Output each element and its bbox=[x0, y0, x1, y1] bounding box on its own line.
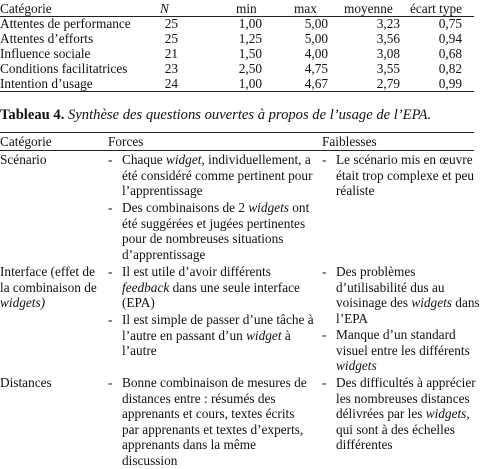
stats-cell-moyenne: 3,23 bbox=[376, 16, 400, 31]
faiblesse-line: différentes bbox=[336, 437, 393, 453]
stats-cell-min: 1,00 bbox=[238, 16, 262, 31]
stats-cell-ecart: 0,68 bbox=[438, 46, 462, 61]
stats-cell-category: Conditions facilitatrices bbox=[0, 61, 128, 76]
stats-cell-n: 23 bbox=[164, 61, 178, 76]
synthesis-header-categorie: Catégorie bbox=[0, 134, 52, 149]
faiblesse-line: Le scénario mis en œuvre bbox=[336, 152, 473, 167]
force-line: Chaque widget, individuellement, a bbox=[122, 152, 311, 167]
stats-cell-category: Intention d’usage bbox=[0, 76, 93, 91]
force-line: Il est utile d’avoir différents bbox=[122, 264, 271, 279]
stats-cell-min: 1,25 bbox=[238, 31, 262, 46]
row-interface-force-1 bbox=[122, 264, 300, 311]
stats-cell-n: 25 bbox=[164, 16, 178, 31]
stats-cell-ecart: 0,99 bbox=[438, 76, 462, 91]
force-line: été considéré comme pertinent pour bbox=[122, 167, 313, 183]
force-line: Des combinaisons de 2 widgets ont bbox=[122, 200, 310, 215]
stats-header-moyenne: moyenne bbox=[344, 1, 393, 16]
row-scenario-faiblesse-1 bbox=[336, 152, 474, 199]
stats-cell-min: 1,00 bbox=[238, 76, 262, 91]
faiblesse-line: qui sont à des échelles bbox=[336, 421, 455, 437]
bullet-dash: - bbox=[322, 375, 327, 390]
stats-cell-moyenne: 3,55 bbox=[376, 61, 400, 76]
force-line: discussion bbox=[122, 452, 178, 468]
force-line: apprenants dans la même bbox=[122, 437, 257, 453]
table-caption bbox=[0, 106, 431, 124]
stats-cell-max: 4,67 bbox=[304, 76, 328, 91]
row-distances-force-1 bbox=[122, 375, 307, 469]
category-line: Distances bbox=[0, 375, 52, 390]
faiblesse-line: voisinage des widgets dans bbox=[336, 295, 480, 311]
synthesis-header-faiblesses: Faiblesses bbox=[322, 134, 377, 149]
stats-bottom-rule bbox=[0, 91, 474, 92]
stats-header-min: min bbox=[236, 1, 257, 16]
faiblesse-line: d’utilisabilité dus au bbox=[336, 279, 445, 295]
stats-cell-moyenne: 3,08 bbox=[376, 46, 400, 61]
force-line: (EPA) bbox=[122, 295, 155, 311]
stats-header-ecart-type: écart type bbox=[410, 1, 463, 16]
bullet-dash: - bbox=[108, 312, 113, 327]
stats-cell-ecart: 0,94 bbox=[438, 31, 462, 46]
stats-cell-n: 24 bbox=[164, 76, 178, 91]
faiblesse-line: Manque d’un standard bbox=[336, 327, 456, 342]
force-line: Bonne combinaison de mesures de bbox=[122, 375, 307, 390]
category-line: Scénario bbox=[0, 152, 47, 167]
row-scenario-category bbox=[0, 152, 47, 168]
synthesis-top-rule bbox=[0, 132, 474, 133]
stats-cell-ecart: 0,82 bbox=[438, 61, 462, 76]
bullet-dash: - bbox=[108, 264, 113, 279]
category-line: la combinaison de bbox=[0, 279, 97, 295]
force-line: l’apprentissage bbox=[122, 183, 203, 199]
row-distances-faiblesse-1 bbox=[336, 375, 476, 453]
stats-header-max: max bbox=[294, 1, 317, 16]
force-line: feedback dans une seule interface bbox=[122, 279, 300, 295]
synthesis-header-forces: Forces bbox=[108, 134, 144, 149]
stats-cell-n: 25 bbox=[164, 31, 178, 46]
stats-cell-max: 5,00 bbox=[304, 31, 328, 46]
stats-cell-ecart: 0,75 bbox=[438, 16, 462, 31]
row-interface-faiblesse-2 bbox=[336, 327, 470, 374]
stats-cell-max: 4,75 bbox=[304, 61, 328, 76]
stats-cell-category: Attentes d’efforts bbox=[0, 31, 94, 46]
force-line: apprenants et cours, textes écrits bbox=[122, 406, 295, 422]
row-interface-faiblesse-1 bbox=[336, 264, 480, 326]
caption-text: Synthèse des questions ouvertes à propos de l’usage de l’EPA. bbox=[68, 107, 432, 123]
stats-cell-category: Attentes de performance bbox=[0, 16, 131, 31]
faiblesse-line: Des problèmes bbox=[336, 264, 416, 279]
stats-header-categorie: Catégorie bbox=[0, 1, 52, 16]
faiblesse-line: délivrées par les widgets, bbox=[336, 406, 470, 422]
stats-cell-n: 21 bbox=[164, 46, 178, 61]
row-interface-force-2 bbox=[122, 312, 314, 359]
faiblesse-line: l’EPA bbox=[336, 310, 369, 326]
bullet-dash: - bbox=[108, 375, 113, 390]
stats-cell-category: Influence sociale bbox=[0, 46, 91, 61]
force-line: distances entre : résumés des bbox=[122, 390, 276, 406]
row-scenario-force-1 bbox=[122, 152, 313, 199]
row-interface-category bbox=[0, 264, 97, 311]
force-line: d’apprentissage bbox=[122, 246, 206, 262]
bullet-dash: - bbox=[108, 152, 113, 167]
row-distances-category bbox=[0, 375, 52, 391]
bullet-dash: - bbox=[322, 152, 327, 167]
synthesis-header-rule bbox=[0, 150, 474, 151]
stats-cell-min: 2,50 bbox=[238, 61, 262, 76]
bullet-dash: - bbox=[322, 264, 327, 279]
faiblesse-line: Des difficultés à apprécier bbox=[336, 375, 476, 390]
stats-cell-moyenne: 3,56 bbox=[376, 31, 400, 46]
force-line: été suggérées et jugées pertinentes bbox=[122, 215, 306, 231]
faiblesse-line: réaliste bbox=[336, 183, 375, 199]
faiblesse-line: les nombreuses distances bbox=[336, 390, 470, 406]
stats-cell-max: 4,00 bbox=[304, 46, 328, 61]
bullet-dash: - bbox=[108, 200, 113, 215]
force-line: pour de nombreuses situations bbox=[122, 231, 284, 247]
stats-cell-moyenne: 2,79 bbox=[376, 76, 400, 91]
faiblesse-line: était trop complexe et peu bbox=[336, 167, 475, 183]
caption-label: Tableau 4. bbox=[0, 107, 65, 123]
force-line: l’autre bbox=[122, 343, 157, 359]
faiblesse-line: widgets bbox=[336, 358, 377, 374]
bullet-dash: - bbox=[322, 327, 327, 342]
faiblesse-line: visuel entre les différents bbox=[336, 342, 470, 358]
force-line: l’autre en passant d’un widget à bbox=[122, 327, 291, 343]
stats-header-n: N bbox=[160, 1, 169, 16]
category-line: Interface (effet de bbox=[0, 264, 95, 279]
stats-cell-max: 5,00 bbox=[304, 16, 328, 31]
stats-cell-min: 1,50 bbox=[238, 46, 262, 61]
force-line: Il est simple de passer d’une tâche à bbox=[122, 312, 314, 327]
row-scenario-force-2 bbox=[122, 200, 309, 262]
category-line: widgets) bbox=[0, 295, 46, 311]
force-line: par apprenants et textes d’experts, bbox=[122, 421, 304, 437]
